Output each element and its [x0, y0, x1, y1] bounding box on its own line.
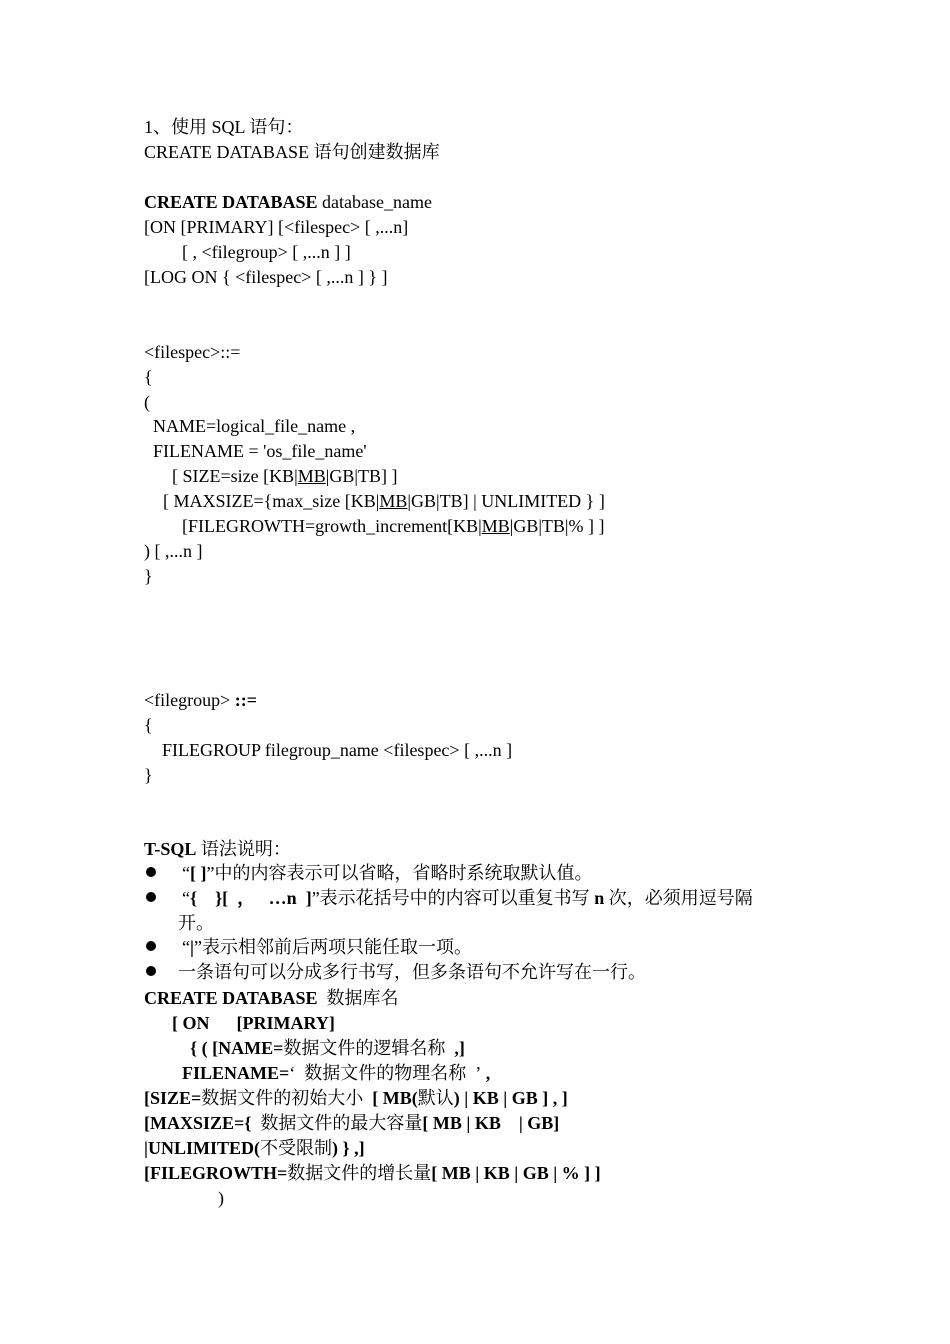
filespec-size-line — [172, 464, 397, 489]
l5-post: [ MB( — [363, 1088, 418, 1108]
filegroup-header — [144, 688, 257, 713]
bullet-icon — [146, 941, 156, 951]
quote-open: “ — [182, 863, 190, 883]
note-item-3 — [182, 935, 472, 960]
example-line-9: ) — [218, 1188, 224, 1208]
syntax-keyword: CREATE DATABASE — [144, 192, 318, 212]
size-mb-default: MB — [297, 466, 326, 486]
filespec-name-line: NAME=logical_file_name , — [153, 416, 356, 436]
quote-open: “ — [182, 937, 190, 957]
l5-pre: [SIZE= — [144, 1088, 202, 1108]
note-item-2 — [182, 886, 753, 911]
filespec-growth-line — [182, 514, 605, 539]
l3-pre: { ( [NAME= — [190, 1038, 284, 1058]
example-line-7 — [144, 1136, 365, 1161]
l8-cn: 数据文件的增长量 — [287, 1163, 432, 1183]
l4-cn: ‘ 数据文件的物理名称 ’ — [289, 1063, 482, 1083]
note-text: ”中的内容表示可以省略，省略时系统取默认值。 — [206, 863, 593, 883]
filegroup-body: FILEGROUP filegroup_name <filespec> [ ,...n ] — [162, 740, 513, 760]
filegroup-header-op: ::= — [234, 690, 258, 710]
filespec-filename-line: FILENAME = 'os_file_name' — [153, 441, 367, 461]
filespec-maxsize-line — [163, 489, 605, 514]
notes-title — [144, 837, 291, 862]
quote-open: “ — [182, 888, 190, 908]
filespec-close-paren: ) [ ,...n ] — [144, 541, 203, 561]
l5-post2: ) | KB | GB ] , ] — [453, 1088, 568, 1108]
l7-pre: |UNLIMITED( — [144, 1138, 260, 1158]
size-post: |GB|TB] ] — [325, 466, 398, 486]
maxsize-post: |GB|TB] | UNLIMITED } ] — [407, 491, 605, 511]
example-line-8 — [144, 1161, 601, 1186]
note-symbol: | — [190, 937, 194, 957]
l4-pre: FILENAME= — [182, 1063, 290, 1083]
filespec-open-brace: { — [144, 367, 153, 387]
intro-line-1: 1、使用 SQL 语句： — [144, 117, 304, 137]
note-text: ”表示相邻前后两项只能任取一项。 — [193, 937, 472, 957]
note-item-2-cont: 开。 — [178, 913, 214, 933]
filegroup-close-brace: } — [144, 765, 153, 785]
l5-cn: 数据文件的初始大小 — [201, 1088, 364, 1108]
example-db-name: 数据库名 — [317, 988, 399, 1008]
l6-pre: [MAXSIZE={ — [144, 1113, 252, 1133]
l6-cn: 数据文件的最大容量 — [251, 1113, 423, 1133]
example-line-4 — [182, 1061, 490, 1086]
l8-post: [ MB | KB | GB | % ] ] — [431, 1163, 601, 1183]
l7-cn: 不受限制 — [259, 1138, 332, 1158]
note-symbol: [ ] — [190, 863, 207, 883]
maxsize-pre: [ MAXSIZE={max_size [KB| — [163, 491, 380, 511]
l6-post: [ MB | KB | GB] — [422, 1113, 560, 1133]
example-line-2: [ ON [PRIMARY] — [172, 1013, 335, 1033]
filespec-close-brace: } — [144, 566, 153, 586]
growth-mb-default: MB — [481, 516, 510, 536]
l3-cn: 数据文件的逻辑名称 — [283, 1038, 446, 1058]
filegroup-header-name: <filegroup> — [144, 690, 235, 710]
filespec-open-paren: ( — [144, 392, 150, 412]
l4-post: , — [481, 1063, 491, 1083]
syntax-filegroup-line: [ , <filegroup> [ ,...n ] ] — [182, 242, 351, 262]
syntax-create-line — [144, 190, 432, 215]
note-text-2: 次，必须用逗号隔 — [604, 888, 753, 908]
l7-post: ) } ,] — [331, 1138, 365, 1158]
note-text: ”表示花括号中的内容可以重复书写 — [311, 888, 595, 908]
l3-post: ,] — [445, 1038, 465, 1058]
growth-pre: [FILEGROWTH=growth_increment[KB| — [182, 516, 482, 536]
note-symbol: { }[ ， …n ] — [190, 888, 312, 908]
note-item-4: 一条语句可以分成多行书写，但多条语句不允许写在一行。 — [178, 962, 646, 982]
example-line-1 — [144, 986, 399, 1011]
l5-cn2: 默认 — [417, 1088, 454, 1108]
note-n: n — [594, 888, 605, 908]
example-keyword: CREATE DATABASE — [144, 988, 318, 1008]
notes-title-rest: 语法说明： — [196, 839, 291, 859]
l8-pre: [FILEGROWTH= — [144, 1163, 288, 1183]
bullet-icon — [146, 867, 156, 877]
filespec-header: <filespec>::= — [144, 342, 241, 362]
example-line-5 — [144, 1086, 568, 1111]
intro-line-2: CREATE DATABASE 语句创建数据库 — [144, 142, 440, 162]
example-line-3 — [190, 1036, 465, 1061]
syntax-log-line: [LOG ON { <filespec> [ ,...n ] } ] — [144, 267, 388, 287]
syntax-db-name: database_name — [317, 192, 432, 212]
size-pre: [ SIZE=size [KB| — [172, 466, 298, 486]
filegroup-open-brace: { — [144, 715, 153, 735]
maxsize-mb-default: MB — [379, 491, 408, 511]
growth-post: |GB|TB|% ] ] — [509, 516, 605, 536]
notes-title-bold: T-SQL — [144, 839, 197, 859]
syntax-on-line: [ON [PRIMARY] [<filespec> [ ,...n] — [144, 217, 409, 237]
bullet-icon — [146, 966, 156, 976]
note-item-1 — [182, 861, 593, 886]
example-line-6 — [144, 1111, 559, 1136]
bullet-icon — [146, 892, 156, 902]
